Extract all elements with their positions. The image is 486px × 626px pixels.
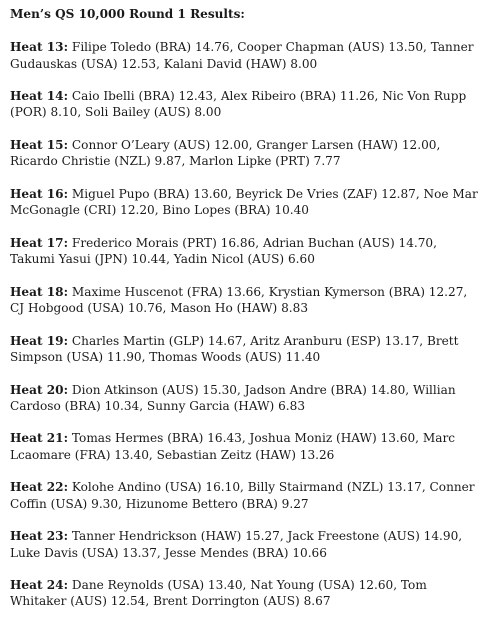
heat-label: Heat 22:: [10, 480, 69, 495]
heat-label: Heat 16:: [10, 186, 69, 201]
heat-text: Dane Reynolds (USA) 13.40, Nat Young (USA) 12.60, Tom Whitaker (AUS) 12.54, Brent Dorrington (AUS) 8.67: [10, 578, 427, 609]
heat-15-result: [10, 137, 480, 170]
heat-label: Heat 18:: [10, 284, 69, 299]
heat-text: Charles Martin (GLP) 14.67, Aritz Aranburu (ESP) 13.17, Brett Simpson (USA) 11.90, Thomas Woods (AUS) 11.40: [10, 333, 459, 364]
heat-18-result: [10, 284, 480, 317]
heat-17-result: [10, 235, 480, 268]
heat-label: Heat 20:: [10, 382, 69, 397]
heat-24-result: [10, 577, 480, 610]
heat-text: Caio Ibelli (BRA) 12.43, Alex Ribeiro (BRA) 11.26, Nic Von Rupp (POR) 8.10, Soli Bailey (AUS) 8.00: [10, 89, 467, 120]
heat-label: Heat 21:: [10, 431, 69, 446]
heat-text: Maxime Huscenot (FRA) 13.66, Krystian Kymerson (BRA) 12.27, CJ Hobgood (USA) 10.76, Mason Ho (HAW) 8.83: [10, 284, 468, 316]
heat-label: Heat 13:: [10, 40, 69, 55]
heat-16-result: [10, 186, 480, 219]
heat-text: Kolohe Andino (USA) 16.10, Billy Stairmand (NZL) 13.17, Conner Coffin (USA) 9.30, Hizunome Bettero (BRA) 9.27: [10, 480, 475, 511]
heat-label: Heat 15:: [10, 138, 69, 153]
heat-label: Heat 24:: [10, 578, 69, 593]
heat-22-result: [10, 479, 480, 512]
heat-label: Heat 14:: [10, 89, 69, 104]
heat-text: Frederico Morais (PRT) 16.86, Adrian Buchan (AUS) 14.70, Takumi Yasui (JPN) 10.44, Yadin Nicol (AUS) 6.60: [10, 235, 437, 267]
heat-14-result: [10, 88, 480, 121]
page-title: Men’s QS 10,000 Round 1 Results:: [10, 7, 245, 21]
heat-text: Miguel Pupo (BRA) 13.60, Beyrick De Vries (ZAF) 12.87, Noe Mar McGonagle (CRI) 12.20, Bino Lopes (BRA) 10.40: [10, 186, 478, 218]
heat-text: Connor O’Leary (AUS) 12.00, Granger Larsen (HAW) 12.00, Ricardo Christie (NZL) 9.87, Marlon Lipke (PRT) 7.77: [10, 138, 441, 169]
heat-20-result: [10, 382, 480, 415]
heat-21-result: [10, 430, 480, 463]
heat-text: Tomas Hermes (BRA) 16.43, Joshua Moniz (HAW) 13.60, Marc Lcaomare (FRA) 13.40, Sebastian Zeitz (HAW) 13.26: [10, 431, 456, 462]
heat-label: Heat 19:: [10, 333, 69, 348]
heat-text: Filipe Toledo (BRA) 14.76, Cooper Chapman (AUS) 13.50, Tanner Gudauskas (USA) 12.53, Kalani David (HAW) 8.00: [10, 40, 474, 71]
heat-text: Dion Atkinson (AUS) 15.30, Jadson Andre (BRA) 14.80, Willian Cardoso (BRA) 10.34, Sunny Garcia (HAW) 6.83: [10, 382, 456, 413]
heat-19-result: [10, 333, 480, 366]
results-document: [10, 6, 480, 626]
heat-23-result: [10, 528, 480, 561]
heat-text: Tanner Hendrickson (HAW) 15.27, Jack Freestone (AUS) 14.90, Luke Davis (USA) 13.37, Jesse Mendes (BRA) 10.66: [10, 529, 463, 560]
heat-label: Heat 23:: [10, 529, 69, 544]
heat-13-result: [10, 39, 480, 72]
heat-label: Heat 17:: [10, 235, 69, 250]
